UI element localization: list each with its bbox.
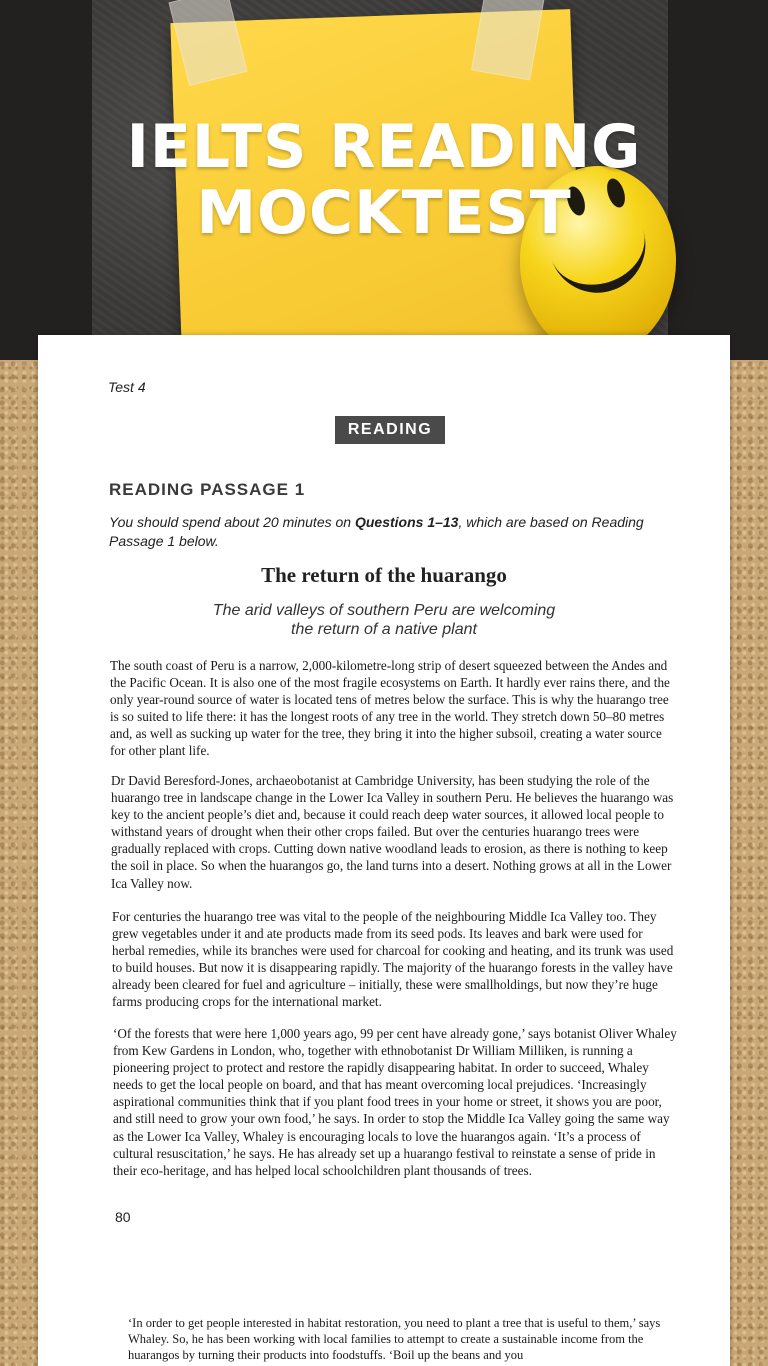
document-page[interactable]: [38, 335, 730, 1366]
article-subtitle-line2: the return of a native plant: [291, 621, 477, 638]
test-label: Test 4: [108, 379, 146, 395]
passage-heading: READING PASSAGE 1: [109, 480, 306, 499]
article-title: The return of the huarango: [261, 563, 507, 587]
instructions: [109, 513, 669, 551]
article-subtitle-line1: The arid valleys of southern Peru are welcoming: [212, 602, 556, 619]
paragraph: ‘In order to get people interested in habitat restoration, you need to plant a tree that is useful to them,’ says Whaley. So, he has been working with local families to attempt to create a sustainable income from the huarangos by turning their products into foodstuffs. ‘Boil up the beans and you: [128, 1316, 661, 1362]
article-subtitle: [184, 601, 584, 639]
page-number: 80: [115, 1209, 131, 1225]
hero-title-line1: IELTS READING: [126, 112, 642, 182]
instructions-suffix: , which are based on Reading Passage 1 below.: [109, 514, 644, 549]
hero-banner: [0, 0, 768, 360]
section-badge: READING: [335, 416, 445, 444]
hero-title-line2: MOCKTEST: [196, 178, 572, 248]
paragraph: For centuries the huarango tree was vital to the people of the neighbouring Middle Ica Valley too. They grew vegetables under it and ate products made from its seed pods. Its leaves and bark were used for herbal remedies, while its branches were used for charcoal for cooking and heating, and its trunk was used to build houses. But now it is disappearing rapidly. The majority of the huarango forests in the valley have already been cleared for fuel and agriculture – initially, these were smallholdings, but now they’re huge farms producing crops for the international market.: [112, 909, 674, 1010]
paragraph: Dr David Beresford-Jones, archaeobotanist at Cambridge University, has been studying the role of the huarango tree in landscape change in the Lower Ica Valley in southern Peru. He believes the huarango was key to the ancient people’s diet and, because it could reach deep water sources, it allowed local people to withstand years of drought when their other crops failed. But over the centuries huarango trees were gradually replaced with crops. Cutting down native woodland leads to erosion, as there is nothing to keep the soil in place. So when the huarangos go, the land turns into a desert. Nothing grows at all in the Lower Ica Valley now.: [111, 773, 674, 891]
hero-title: [100, 114, 668, 246]
instructions-prefix: You should spend about 20 minutes on: [109, 514, 355, 530]
instructions-questions: Questions 1–13: [354, 514, 459, 530]
paragraph: The south coast of Peru is a narrow, 2,000-kilometre-long strip of desert squeezed between the Andes and the Pacific Ocean. It is also one of the most fragile ecosystems on Earth. It hardly ever rains there, and the only year-round source of water is located tens of metres below the surface. This is why the huarango tree is so suited to life there: it has the longest roots of any tree in the world. They stretch down 50–80 metres and, as well as sucking up water for the tree, they bring it into the higher subsoil, creating a water source for other plant life.: [110, 658, 670, 759]
paragraph: ‘Of the forests that were here 1,000 years ago, 99 per cent have already gone,’ says botanist Oliver Whaley from Kew Gardens in London, who, together with ethnobotanist Dr William Milliken, is running a pioneering project to protect and restore the rapidly disappearing habitat. In order to succeed, Whaley needs to get the local people on board, and that has meant overcoming local prejudices. ‘Increasingly aspirational communities think that if you plant food trees in your home or street, it shows you are poor, and still need to grow your own food,’ he says. In order to stop the Middle Ica Valley going the same way as the Lower Ica Valley, Whaley is encouraging locals to love the huarangos again. ‘It’s a process of cultural resuscitation,’ he says. He has already set up a huarango festival to reinstate a sense of pride in their eco-heritage, and has helped local schoolchildren plant thousands of trees.: [113, 1026, 677, 1178]
